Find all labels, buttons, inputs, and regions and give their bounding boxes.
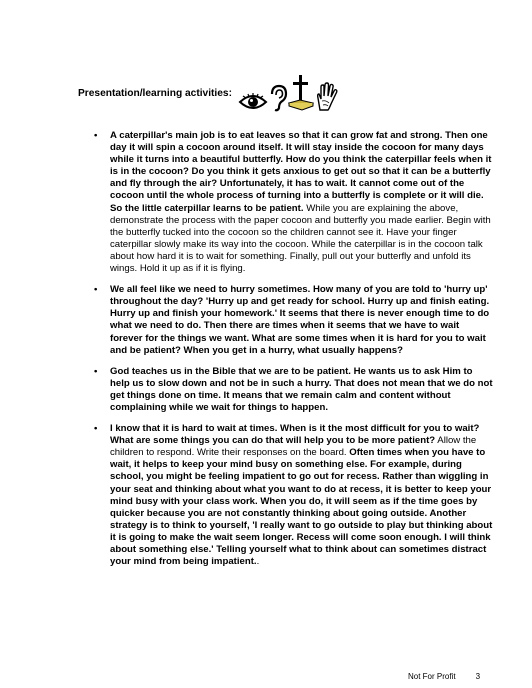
hand-icon [314, 82, 338, 112]
bullet-item [94, 423, 494, 568]
bible-cross-icon [288, 74, 314, 112]
ear-icon [268, 84, 288, 112]
bold-text: A caterpillar's main job is to eat leaves so that it can grow fat and strong. Then one day it will spin a cocoon around itself. It will stay inside the cocoon for many days while it turns into a beautiful butterfly. How do you think the caterpillar feels when it is in the cocoon? Do you think it gets anxious to get out so that it can be a butterfly and fly through the air? Unfortunately, it has to wait. It cannot come out of the cocoon until the whole process of turning into a butterfly is complete or it will die. So the little caterpillar learns to be patient. [110, 130, 492, 214]
eye-icon [238, 92, 268, 112]
bullet-item [94, 366, 494, 414]
activity-list [94, 130, 494, 577]
bullet-marker: • [94, 365, 98, 377]
activities-heading: Presentation/learning activities: [78, 87, 232, 99]
bold-text: We all feel like we need to hurry sometimes. How many of you are told to 'hurry up' throughout the day? 'Hurry up and get ready for school. Hurry up and finish eating. Hurry up and finish your homework.' It seems that there is never enough time to do what we need to do. Then there are times when it seems that we have to wait forever for the things we want. What are some times when it is hard for you to wait and be patient? When you get in a hurry, what usually happens? [110, 284, 490, 356]
activities-heading-row [78, 74, 338, 112]
bullet-item [94, 284, 494, 357]
bullet-marker: • [94, 423, 98, 435]
bold-text: I know that it is hard to wait at times. When is it the most difficult for you to wait? What are some things you can do that will help you to be more patient? [110, 423, 480, 447]
plain-text: . [256, 556, 260, 568]
page-number: 3 [475, 672, 481, 681]
bold-text: Often times when you have to wait, it helps to keep your mind busy on something else. For example, during school, you might be feeling impatient to go out for recess. Rather than wiggling in your seat and thinking about what you want to do at recess, it is better to keep your mind busy with your class work. When you do, it will seem as if the time goes by quicker because you are not constantly thinking about going outside. Another strategy is to think to yourself, 'I really want to go outside to play but thinking about it is going to make the wait seem longer. Recess will come soon enough. I will think about something else.' Telling yourself what to think about can sometimes distract your mind from being impatient. [110, 447, 493, 568]
bullet-marker: • [94, 284, 98, 296]
bullet-marker: • [94, 130, 98, 141]
plain-text: While you are explaining the above, demonstrate the process with the paper cocoon and butterfly you made earlier. Begin with the butterfly tucked into the cocoon so the children cannot see it. Have your finger caterpillar slowly make its way into the cocoon. While the caterpillar is in the cocoon talk about how hard it is to wait for something. Finally, pull out your butterfly and unfold its wings. Hold it up as if it is flying. [110, 202, 491, 275]
plain-text: Allow the children to respond. Write their responses on the board. [110, 435, 477, 459]
activity-icons [238, 74, 338, 112]
footer-text: Not For Profit [408, 672, 456, 681]
bold-text: God teaches us in the Bible that we are to be patient. He wants us to ask Him to help us to slow down and not be in such a hurry. That does not mean that we do not get things done on time. It means that we remain calm and content without complaining while we wait for things to happen. [110, 365, 493, 413]
bullet-item [94, 130, 494, 275]
page-footer [408, 672, 480, 681]
